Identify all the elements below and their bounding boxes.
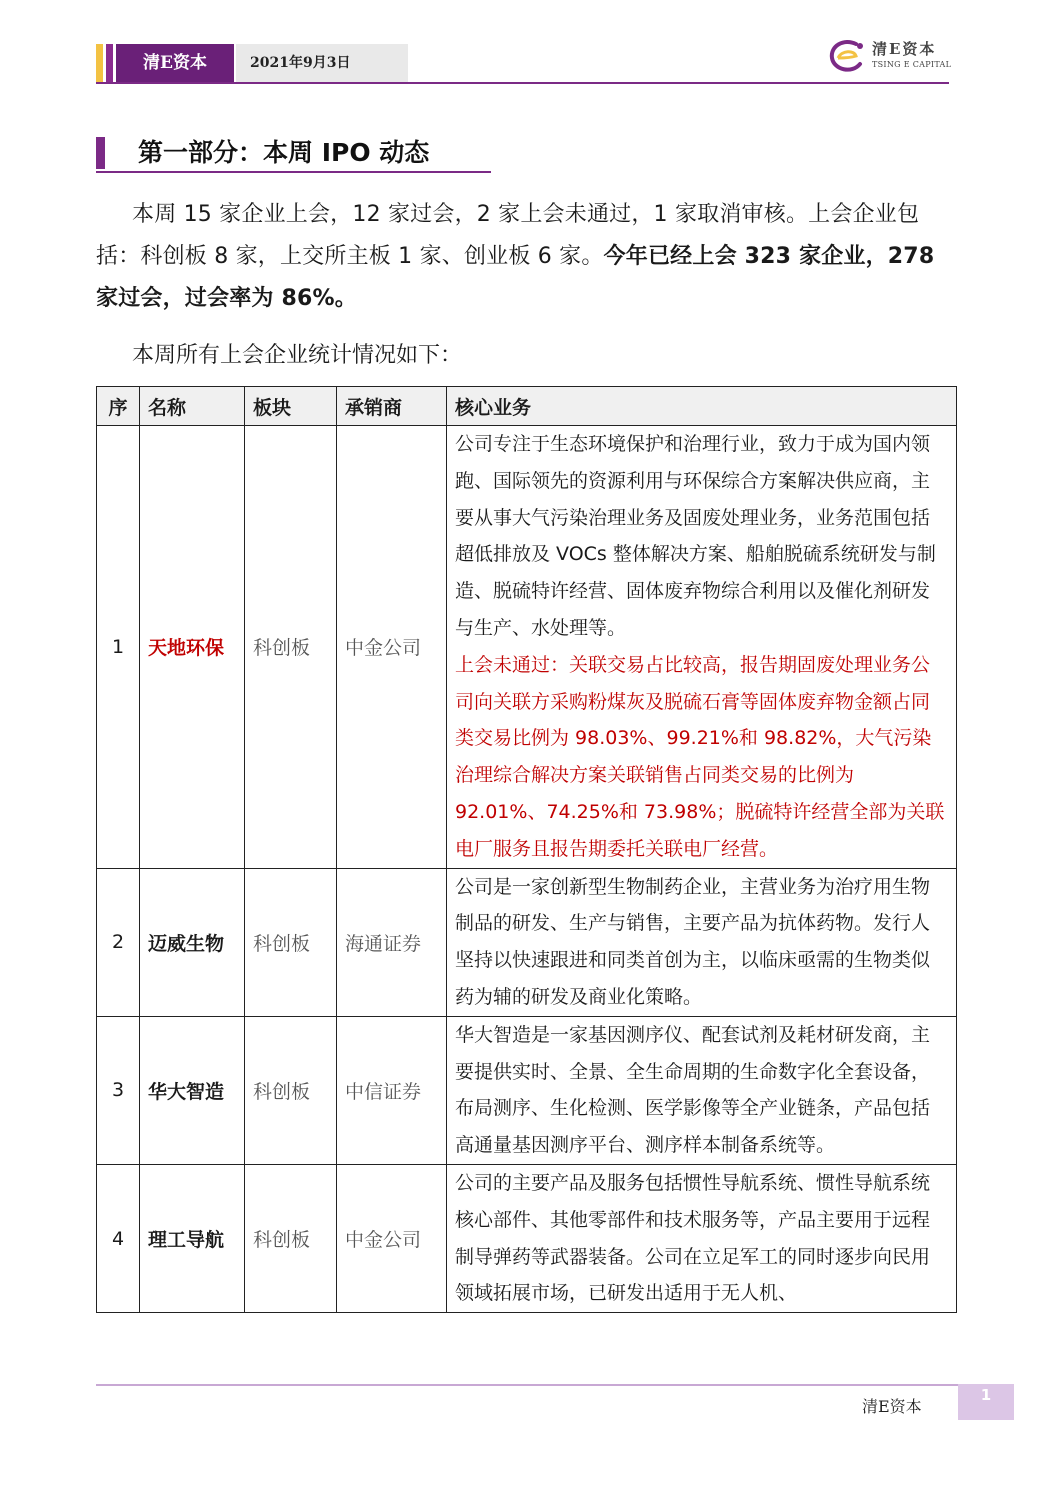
intro-bold-text: 今年已经上会 323 家企业，278 家过会，过会率为 86%。: [96, 244, 935, 311]
footer-rule: [96, 1384, 958, 1386]
table-intro: 本周所有上会企业统计情况如下：: [132, 343, 463, 368]
logo-swirl-icon: [826, 36, 870, 78]
col-header-seq: 序: [97, 387, 140, 426]
row-company-name: 迈威生物: [140, 868, 245, 1016]
row-business: 公司的主要产品及服务包括惯性导航系统、惯性导航系统核心部件、其他零部件和技术服务等，产品主要用于远程制导弹药等武器装备。公司在立足军工的同时逐步向民用领域拓展市场，已研发出适用于无人机、: [447, 1164, 957, 1312]
row-company-name: 华大智造: [140, 1016, 245, 1164]
row-underwriter: 中金公司: [337, 1164, 447, 1312]
section-underline: [96, 171, 491, 173]
row-seq: 1: [97, 426, 140, 869]
row-company-name: 天地环保: [140, 426, 245, 869]
col-header-business: 核心业务: [447, 387, 957, 426]
row-underwriter: 中金公司: [337, 426, 447, 869]
row-seq: 3: [97, 1016, 140, 1164]
row-underwriter: 海通证券: [337, 868, 447, 1016]
intro-text: 本周 15 家企业上会，12 家过会，2 家上会未通过，1 家取消审核。上会企业包括：科创板 8 家，上交所主板 1 家、创业板 6 家。: [96, 202, 920, 269]
row-board: 科创板: [245, 1164, 337, 1312]
row-business: 华大智造是一家基因测序仪、配套试剂及耗材研发商，主要提供实时、全景、全生命周期的生命数字化全套设备，布局测序、生化检测、医学影像等全产业链条，产品包括高通量基因测序平台、测序样本制备系统等。: [447, 1016, 957, 1164]
col-header-underwriter: 承销商: [337, 387, 447, 426]
row-seq: 2: [97, 868, 140, 1016]
table-row: [97, 868, 957, 1016]
row-business: 公司是一家创新型生物制药企业，主营业务为治疗用生物制品的研发、生产与销售，主要产品为抗体药物。发行人坚持以快速跟进和同类首创为主，以临床亟需的生物类似药为辅的研发及商业化策略。: [447, 868, 957, 1016]
header-accent-yellow: [96, 44, 103, 82]
logo-text-cn: 清E资本: [872, 40, 937, 58]
col-header-name: 名称: [140, 387, 245, 426]
page-number: 1: [958, 1384, 1014, 1420]
intro-paragraph: [96, 194, 956, 320]
row-company-name: 理工导航: [140, 1164, 245, 1312]
row-business: [447, 426, 957, 869]
header-rule: [96, 82, 949, 84]
logo-text-en: TSING E CAPITAL: [872, 60, 952, 69]
row-rejection-note: 上会未通过：关联交易占比较高，报告期固废处理业务公司向关联方采购粉煤灰及脱硫石膏等固体废弃物金额占同类交易比例为 98.03%、99.21%和 98.82%，大气污染治理综合解决方案关联销售占同类交易的比例为 92.01%、74.25%和 73.98%；脱硫特许经营全部为关联电厂服务且报告期委托关联电厂经营。: [455, 653, 945, 860]
header-date: 2021年9月3日: [236, 44, 408, 82]
section-marker: [96, 137, 105, 169]
row-business-text: 公司专注于生态环境保护和治理行业，致力于成为国内领跑、国际领先的资源利用与环保综合方案解决供应商，主要从事大气污染治理业务及固废处理业务，业务范围包括超低排放及 VOCs 整体解决方案、船舶脱硫系统研发与制造、脱硫特许经营、固体废弃物综合利用以及催化剂研发与生产、水处理等。: [455, 433, 936, 639]
row-board: 科创板: [245, 426, 337, 869]
ipo-table: [96, 386, 957, 1313]
footer-brand: 清E资本: [862, 1397, 922, 1416]
section-title: 第一部分：本周 IPO 动态: [138, 138, 430, 167]
row-underwriter: 中信证券: [337, 1016, 447, 1164]
table-row: [97, 1164, 957, 1312]
table-row: [97, 1016, 957, 1164]
row-seq: 4: [97, 1164, 140, 1312]
row-board: 科创板: [245, 868, 337, 1016]
table-header-row: [97, 387, 957, 426]
company-logo: [826, 36, 956, 78]
col-header-board: 板块: [245, 387, 337, 426]
header-brand: 清E资本: [116, 44, 234, 82]
row-board: 科创板: [245, 1016, 337, 1164]
header-accent-purple: [106, 44, 113, 82]
table-row: [97, 426, 957, 869]
